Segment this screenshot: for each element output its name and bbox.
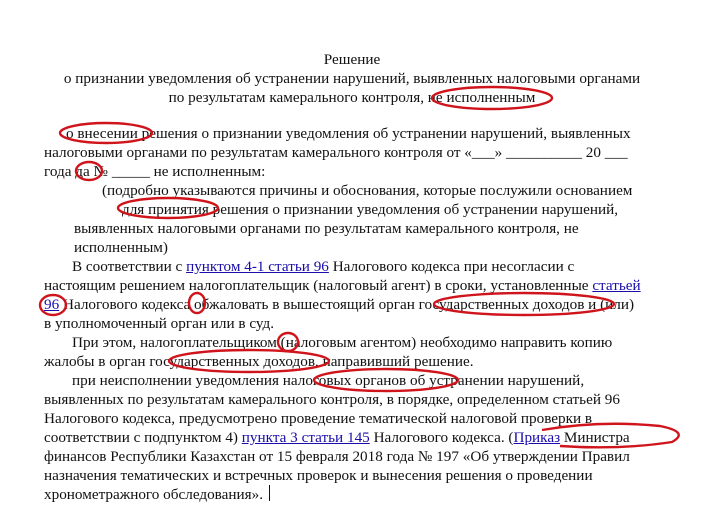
link-point-3-article-145[interactable]: пункта 3 статьи 145: [241, 429, 370, 446]
paragraph-2-line-1: (подробно указываются причины и обоснования, которые послужили основанием: [102, 182, 633, 199]
paragraph-3-line-2: настоящим решением налогоплательщик (налоговый агент) в сроки, установленные статьей: [44, 277, 641, 294]
document-title: Решение: [323, 51, 381, 68]
for-adoption-phrase: для принятия: [122, 201, 209, 218]
document-subtitle-line-2: по результатам камерального контроля, не исполненным: [168, 89, 536, 106]
text-cursor: [269, 485, 270, 501]
paragraph-3-line-1: В соответствии с пунктом 4-1 статьи 96 Налогового кодекса при несогласии с: [72, 258, 575, 275]
paragraph-5-line-6: назначения тематических и встречных проверок и вынесения решения о проведении: [44, 467, 593, 484]
introduction-phrase: о внесении: [66, 125, 138, 142]
paragraph-4-line-1: При этом, налогоплательщиком (налоговым агентом) необходимо направить копию: [72, 334, 613, 351]
paragraph-3-line-4: в уполномоченный орган или в суд.: [44, 315, 275, 332]
paragraph-3-line-3: 96 Налогового кодекса обжаловать в вышестоящий орган государственных доходов и (или): [44, 296, 635, 313]
paragraph-1-line-1: о внесении решения о признании уведомления об устранении нарушений, выявленных: [66, 125, 631, 142]
date-word: да: [75, 163, 90, 180]
paragraph-2-line-2: для принятия решения о признании уведомления об устранении нарушений,: [122, 201, 619, 218]
paragraph-5-line-4: соответствии с подпунктом 4) пункта 3 статьи 145 Налогового кодекса. (Приказ Министра: [44, 429, 630, 446]
link-article-96-part-2[interactable]: 96: [44, 296, 60, 313]
paragraph-5-line-2: выявленных по результатам камерального контроля, в порядке, определенном статьей 96: [44, 391, 620, 408]
paragraph-1-line-2: налоговыми органами по результатам камерального контроля от «___» __________ 20 ___: [44, 144, 628, 161]
paragraph-5-line-7: хронометражного обследования».: [44, 485, 270, 504]
document-subtitle-line-1: о признании уведомления об устранении нарушений, выявленных налоговыми органами: [63, 70, 641, 87]
paragraph-2-line-3: выявленных налоговыми органами по результатам камерального контроля, не: [74, 220, 579, 237]
paragraph-5-line-3: Налогового кодекса, предусмотрено проведение тематической налоговой проверки в: [44, 410, 593, 427]
not-executed-phrase: не исполненным: [427, 89, 536, 106]
link-article-96-part-1[interactable]: статьей: [592, 277, 641, 294]
paragraph-5-line-5: финансов Республики Казахстан от 15 февраля 2018 года № 197 «Об утверждении Правил: [44, 448, 630, 465]
link-order[interactable]: Приказ: [513, 429, 561, 446]
paragraph-4-line-2: жалобы в орган государственных доходов, направивший решение.: [44, 353, 474, 370]
link-point-4-1-article-96[interactable]: пунктом 4-1 статьи 96: [186, 258, 329, 275]
paragraph-5-line-1: при неисполнении уведомления налоговых органов об устранении нарушений,: [72, 372, 585, 389]
paragraph-2-line-4: исполненным): [74, 239, 168, 256]
paragraph-1-line-3: года да № _____ не исполненным:: [44, 163, 266, 180]
